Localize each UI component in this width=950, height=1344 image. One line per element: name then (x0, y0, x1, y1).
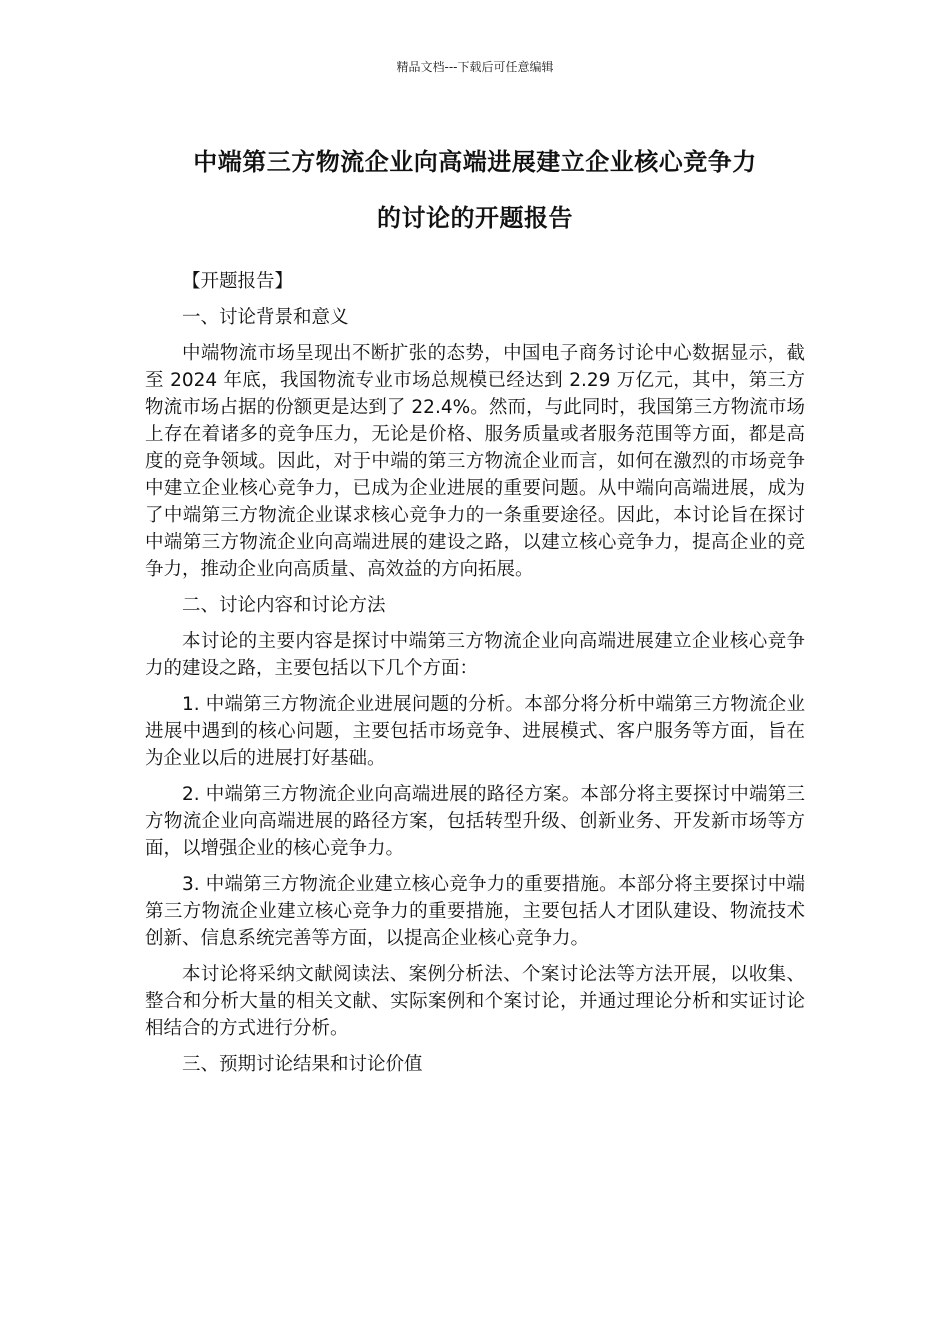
section-heading-2: 二、讨论内容和讨论方法 (182, 595, 386, 616)
report-label: 【开题报告】 (182, 271, 294, 292)
paragraph-methods: 本讨论将采纳文献阅读法、案例分析法、个案讨论法等方法开展，以收集、整合和分析大量的相关文献、实际案例和个案讨论，并通过理论分析和实证讨论相结合的方式进行分析。 (145, 964, 805, 1039)
header-note: 精品文档---下载后可任意编辑 (396, 60, 554, 74)
document-title (120, 134, 830, 246)
section-heading-1: 一、讨论背景和意义 (182, 307, 349, 328)
section-heading-3: 三、预期讨论结果和讨论价值 (182, 1054, 423, 1075)
title-line-1: 中端第三方物流企业向高端进展建立企业核心竞争力 (193, 148, 757, 176)
paragraph-background: 中端物流市场呈现出不断扩张的态势，中国电子商务讨论中心数据显示，截至 2024 年底，我国物流专业市场总规模已经达到 2.29 万亿元，其中，第三方物流市场占据的份额更是达到了 22.4%。然而，与此同时，我国第三方物流市场上存在着诸多的竞争压力，无论是价格、服务质量或者服务范围等方面，都是高度的竞争领域。因此，对于中端的第三方物流企业而言，如何在激烈的市场竞争中建立企业核心竞争力，已成为企业进展的重要问题。从中端向高端进展，成为了中端第三方物流企业谋求核心竞争力的一条重要途径。因此，本讨论旨在探讨中端第三方物流企业向高端进展的建设之路，以建立核心竞争力，提高企业的竞争力，推动企业向高质量、高效益的方向拓展。 (145, 343, 805, 580)
paragraph-item-2: 2. 中端第三方物流企业向高端进展的路径方案。本部分将主要探讨中端第三方物流企业向高端进展的路径方案，包括转型升级、创新业务、开发新市场等方面，以增强企业的核心竞争力。 (145, 784, 805, 859)
title-line-2: 的讨论的开题报告 (377, 204, 573, 232)
document-body (145, 268, 805, 1087)
paragraph-item-3: 3. 中端第三方物流企业建立核心竞争力的重要措施。本部分将主要探讨中端第三方物流企业建立核心竞争力的重要措施，主要包括人才团队建设、物流技术创新、信息系统完善等方面，以提高企业核心竞争力。 (145, 874, 805, 949)
paragraph-content-intro: 本讨论的主要内容是探讨中端第三方物流企业向高端进展建立企业核心竞争力的建设之路，主要包括以下几个方面： (145, 631, 805, 679)
paragraph-item-1: 1. 中端第三方物流企业进展问题的分析。本部分将分析中端第三方物流企业进展中遇到的核心问题，主要包括市场竞争、进展模式、客户服务等方面，旨在为企业以后的进展打好基础。 (145, 694, 805, 769)
